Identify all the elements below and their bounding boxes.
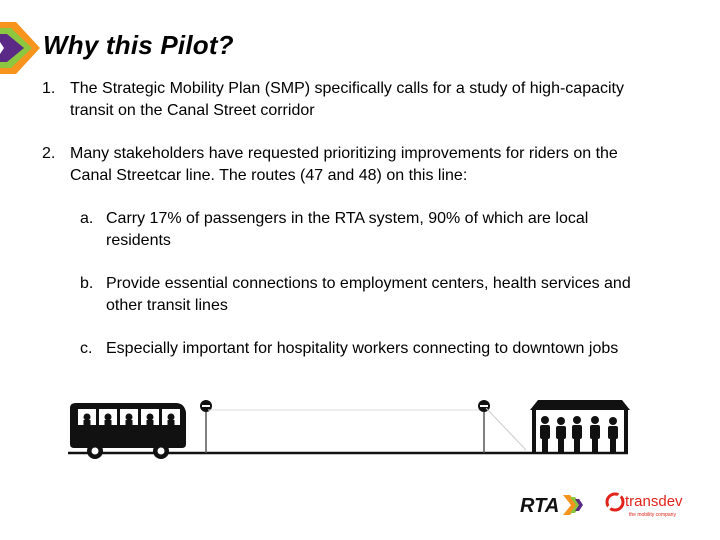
rta-logo	[520, 495, 583, 517]
transit-illustration	[68, 398, 632, 466]
rta-logo-text: RTA	[520, 495, 560, 517]
bus-icon	[70, 403, 186, 459]
list-item-text: Many stakeholders have requested prioritizing improvements for riders on the Canal Streetcar line. The routes (47 and 48) on this line:	[70, 145, 618, 184]
sub-list-item-letter: c.	[80, 340, 93, 357]
sub-list-item-text: Provide essential connections to employment centers, health services and other transit lines	[106, 275, 631, 314]
sub-list	[80, 208, 652, 360]
chevron-logo-icon	[0, 22, 40, 74]
footer-logos	[515, 488, 690, 522]
list-item-number: 1.	[42, 80, 56, 97]
transdev-logo-text: transdev	[625, 493, 683, 510]
list-item	[42, 78, 652, 121]
slide-body	[42, 78, 652, 360]
page-title: Why this Pilot?	[43, 30, 234, 60]
sub-list-item-text: Especially important for hospitality workers connecting to downtown jobs	[106, 340, 619, 357]
transdev-tagline: the mobility company	[629, 512, 676, 518]
list-item-number: 2.	[42, 145, 56, 162]
bus-stop-sign-icon	[200, 400, 212, 453]
sub-list-item-text: Carry 17% of passengers in the RTA system, 90% of which are local residents	[106, 210, 589, 249]
bus-stop-sign-icon	[478, 400, 526, 453]
list-item-text: The Strategic Mobility Plan (SMP) specifically calls for a study of high-capacity transit on the Canal Street corridor	[70, 80, 624, 119]
sub-list-item	[80, 208, 652, 251]
sub-list-item-letter: b.	[80, 275, 94, 292]
sub-list-item-letter: a.	[80, 210, 94, 227]
list-item	[42, 143, 652, 186]
station-shelter-icon	[530, 400, 630, 453]
transdev-logo	[607, 493, 683, 518]
sub-list-item	[80, 338, 652, 360]
rta-chevron-icon	[563, 495, 583, 515]
sub-list-item	[80, 273, 652, 316]
transdev-swirl-icon	[607, 494, 623, 510]
